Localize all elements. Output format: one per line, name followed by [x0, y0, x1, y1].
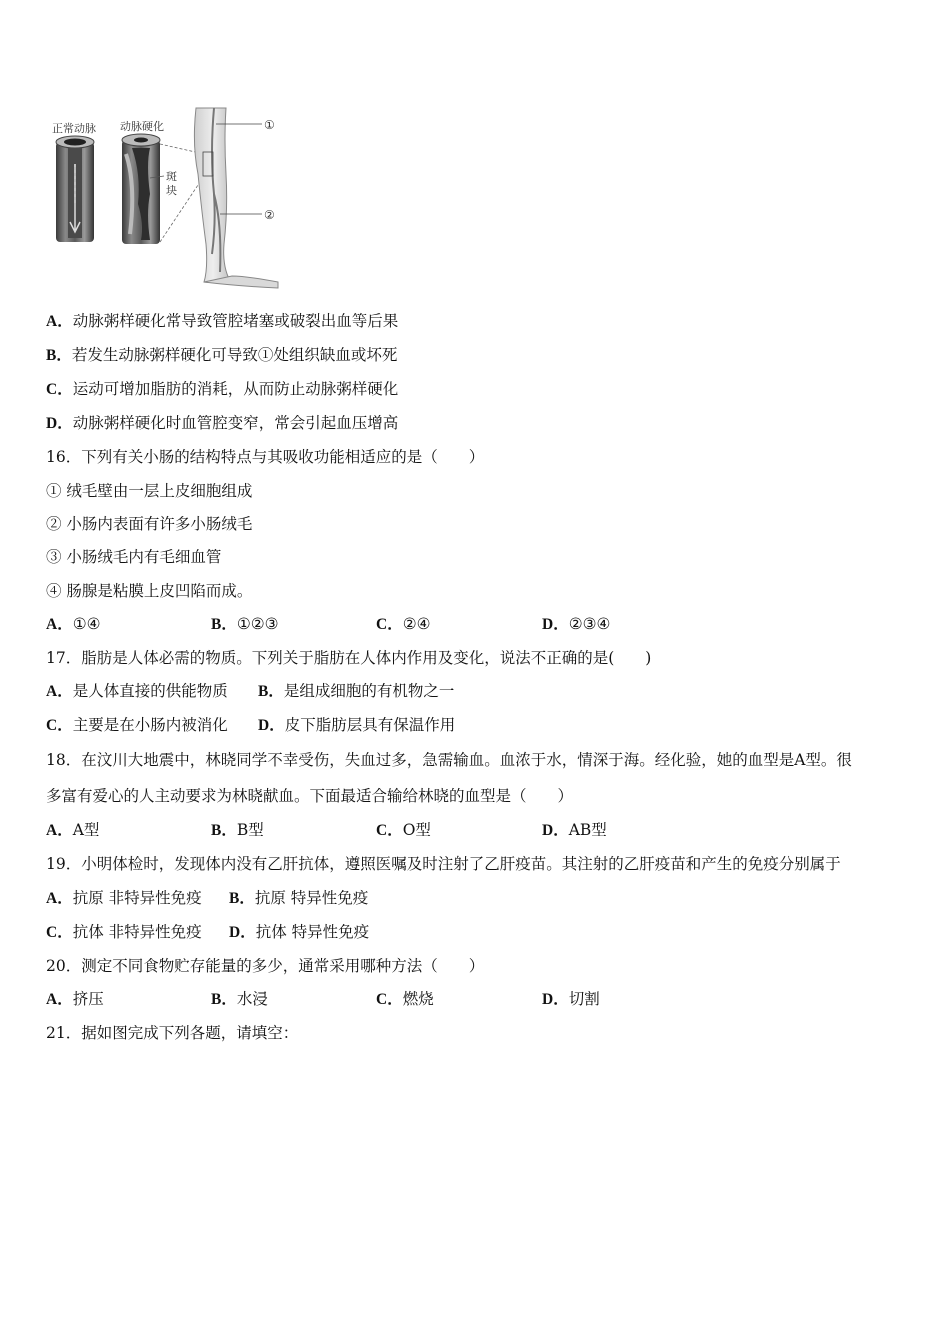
option-letter: A．	[46, 822, 73, 839]
q18-option-a	[46, 820, 99, 841]
q16-option-c	[376, 614, 431, 635]
option-text: 运动可增加脂肪的消耗，从而防止动脉粥样硬化	[72, 380, 399, 398]
q20-stem: 20．测定不同食物贮存能量的多少，通常采用哪种方法（ ）	[46, 957, 485, 975]
option-letter: C．	[376, 616, 403, 633]
q16-option-a	[46, 614, 101, 635]
option-text: ②④	[402, 615, 431, 633]
label-plaque-1: 斑	[166, 170, 177, 183]
marker-1: ①	[264, 118, 275, 132]
q18-stem-line-1: 18．在汶川大地震中，林晓同学不幸受伤，失血过多，急需输血。血浓于水，情深于海。经化验，她的血型是A型。很	[46, 751, 852, 769]
option-letter: D．	[542, 822, 569, 839]
option-text: ①②③	[236, 615, 279, 633]
option-text: 动脉粥样硬化常导致管腔堵塞或破裂出血等后果	[72, 312, 399, 330]
q19-option-c	[46, 922, 202, 943]
option-text: O型	[402, 821, 431, 839]
hardened-artery-tube	[122, 134, 160, 244]
q19-option-d	[229, 922, 369, 943]
option-text: 动脉粥样硬化时血管腔变窄，常会引起血压增高	[72, 414, 399, 432]
q15-option-b	[46, 345, 397, 366]
option-text: 抗体 特异性免疫	[255, 923, 370, 941]
q18-stem-line-2: 多富有爱心的人主动要求为林晓献血。下面最适合输给林晓的血型是（ ）	[46, 787, 574, 805]
option-letter: B．	[229, 890, 255, 907]
option-letter: B．	[211, 991, 237, 1008]
option-text: 是人体直接的供能物质	[72, 682, 228, 700]
q16-stem: 16．下列有关小肠的结构特点与其吸收功能相适应的是（ ）	[46, 448, 485, 466]
option-text: AB型	[568, 821, 607, 839]
option-letter: C．	[376, 991, 403, 1008]
option-letter: C．	[46, 717, 73, 734]
normal-artery-tube	[56, 136, 94, 242]
option-text: 挤压	[72, 990, 104, 1008]
q19-option-b	[229, 888, 368, 909]
option-letter: B．	[258, 683, 284, 700]
option-letter: D．	[46, 415, 73, 432]
option-letter: C．	[46, 381, 73, 398]
q17-stem: 17．脂肪是人体必需的物质。下列关于脂肪在人体内作用及变化，说法不正确的是( )	[46, 649, 652, 667]
option-text: 切割	[568, 990, 600, 1008]
option-letter: D．	[542, 991, 569, 1008]
option-letter: D．	[229, 924, 256, 941]
option-text: 抗原 非特异性免疫	[72, 889, 202, 907]
q18-option-b	[211, 820, 264, 841]
option-letter: A．	[46, 890, 73, 907]
option-letter: A．	[46, 313, 73, 330]
option-letter: A．	[46, 616, 73, 633]
q16-item-1: ① 绒毛壁由一层上皮细胞组成	[46, 482, 253, 500]
q16-item-3: ③ 小肠绒毛内有毛细血管	[46, 548, 222, 566]
q17-option-a	[46, 681, 228, 702]
option-letter: B．	[46, 347, 72, 364]
artery-diagram	[46, 104, 296, 294]
option-letter: A．	[46, 991, 73, 1008]
option-text: 水浸	[236, 990, 268, 1008]
leg-illustration	[194, 108, 278, 288]
q15-option-a	[46, 311, 398, 332]
option-text: A型	[72, 821, 100, 839]
artery-figure	[46, 104, 296, 294]
q19-stem: 19．小明体检时，发现体内没有乙肝抗体，遵照医嘱及时注射了乙肝疫苗。其注射的乙肝疫苗和产生的免疫分别属于	[46, 855, 841, 873]
option-letter: C．	[376, 822, 403, 839]
option-text: 皮下脂肪层具有保温作用	[284, 716, 456, 734]
option-text: ②③④	[568, 615, 611, 633]
option-text: 抗体 非特异性免疫	[72, 923, 202, 941]
q20-option-d	[542, 989, 600, 1010]
q16-item-2: ② 小肠内表面有许多小肠绒毛	[46, 515, 253, 533]
q16-option-b	[211, 614, 279, 635]
option-letter: C．	[46, 924, 73, 941]
option-text: 抗原 特异性免疫	[254, 889, 369, 907]
option-text: 燃烧	[402, 990, 434, 1008]
q17-option-d	[258, 715, 455, 736]
option-letter: B．	[211, 616, 237, 633]
option-text: 若发生动脉粥样硬化可导致①处组织缺血或坏死	[71, 346, 398, 364]
option-letter: A．	[46, 683, 73, 700]
q17-option-b	[258, 681, 454, 702]
q17-option-c	[46, 715, 228, 736]
q18-option-c	[376, 820, 431, 841]
option-letter: B．	[211, 822, 237, 839]
label-hardened-artery: 动脉硬化	[120, 120, 164, 133]
option-letter: D．	[542, 616, 569, 633]
q20-option-c	[376, 989, 434, 1010]
q21-stem: 21．据如图完成下列各题，请填空：	[46, 1024, 299, 1042]
option-letter: D．	[258, 717, 285, 734]
label-normal-artery: 正常动脉	[52, 122, 96, 135]
q19-option-a	[46, 888, 202, 909]
q20-option-a	[46, 989, 104, 1010]
option-text: 主要是在小肠内被消化	[72, 716, 228, 734]
option-text: ①④	[72, 615, 101, 633]
q16-option-d	[542, 614, 610, 635]
option-text: B型	[236, 821, 264, 839]
q15-option-d	[46, 413, 398, 434]
q16-item-4: ④ 肠腺是粘膜上皮凹陷而成。	[46, 582, 253, 600]
marker-2: ②	[264, 208, 275, 222]
option-text: 是组成细胞的有机物之一	[283, 682, 455, 700]
q18-option-d	[542, 820, 607, 841]
q15-option-c	[46, 379, 398, 400]
q20-option-b	[211, 989, 268, 1010]
label-plaque-2: 块	[166, 184, 177, 197]
